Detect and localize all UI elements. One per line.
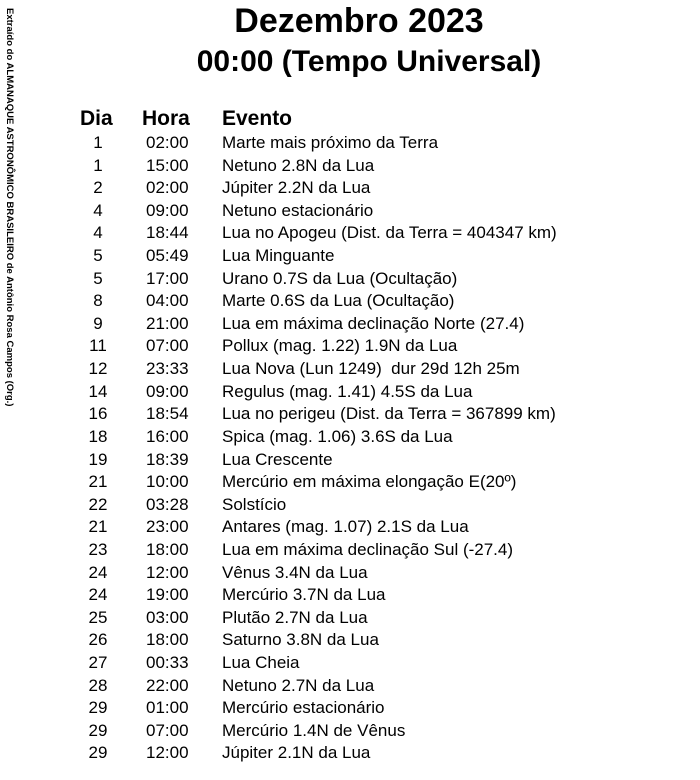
row-hour: 00:33 <box>146 653 189 673</box>
row-hour: 03:00 <box>146 607 189 627</box>
row-day: 18 <box>88 426 108 446</box>
row-event: Mercúrio 3.7N da Lua <box>222 585 386 605</box>
table-row <box>0 720 700 743</box>
table-row <box>0 562 700 585</box>
header-hour: Hora <box>142 107 190 130</box>
header-event: Evento <box>222 107 293 130</box>
row-event: Lua em máxima declinação Sul (-27.4) <box>222 539 514 559</box>
table-row <box>0 516 700 539</box>
table-row <box>0 358 700 381</box>
table-row <box>0 584 700 607</box>
table-row <box>0 200 700 223</box>
table-row <box>0 313 700 336</box>
row-day: 12 <box>88 359 108 379</box>
row-hour: 05:49 <box>146 246 189 266</box>
row-day: 9 <box>93 313 103 333</box>
table-row <box>0 268 700 291</box>
row-event: Júpiter 2.2N da Lua <box>222 178 371 198</box>
row-day: 4 <box>93 223 103 243</box>
row-hour: 07:00 <box>146 336 189 356</box>
row-day: 11 <box>89 336 107 356</box>
row-event: Marte mais próximo da Terra <box>222 133 439 152</box>
table-row <box>0 607 700 630</box>
table-row <box>0 155 700 178</box>
row-event: Mercúrio em máxima elongação E(20º) <box>222 472 517 492</box>
row-event: Vênus 3.4N da Lua <box>222 562 368 582</box>
row-event: Antares (mag. 1.07) 2.1S da Lua <box>222 517 469 537</box>
row-day: 23 <box>88 539 108 559</box>
row-day: 4 <box>93 200 103 220</box>
table-row <box>0 132 700 155</box>
page-subtitle: 00:00 (Tempo Universal) <box>196 45 542 78</box>
row-day: 21 <box>88 472 108 492</box>
row-hour: 15:00 <box>146 155 189 175</box>
row-hour: 18:00 <box>146 630 189 650</box>
table-row <box>0 652 700 675</box>
row-day: 29 <box>88 743 108 763</box>
row-event: Urano 0.7S da Lua (Ocultação) <box>222 268 458 288</box>
row-event: Solstício <box>222 494 287 514</box>
table-header <box>0 106 700 132</box>
row-event: Lua no perigeu (Dist. da Terra = 367899 km) <box>222 404 556 424</box>
row-hour: 09:00 <box>146 200 189 220</box>
row-event: Lua no Apogeu (Dist. da Terra = 404347 km) <box>222 223 557 243</box>
row-day: 8 <box>93 291 103 311</box>
table-row <box>0 449 700 472</box>
row-event: Lua Crescente <box>222 449 333 469</box>
row-event: Pollux (mag. 1.22) 1.9N da Lua <box>222 336 458 356</box>
row-hour: 02:00 <box>146 133 189 152</box>
row-hour: 23:33 <box>146 359 189 379</box>
row-event: Netuno 2.7N da Lua <box>222 675 375 695</box>
row-day: 1 <box>93 155 103 175</box>
table-row <box>0 290 700 313</box>
row-event: Marte 0.6S da Lua (Ocultação) <box>222 291 455 311</box>
table-row <box>0 471 700 494</box>
row-hour: 04:00 <box>146 291 189 311</box>
table-row <box>0 675 700 698</box>
row-hour: 23:00 <box>146 517 189 537</box>
row-hour: 16:00 <box>146 426 189 446</box>
row-hour: 19:00 <box>146 585 189 605</box>
row-event: Lua Minguante <box>222 246 335 266</box>
row-hour: 03:28 <box>146 494 189 514</box>
table-row <box>0 629 700 652</box>
header-day: Dia <box>80 107 113 130</box>
row-event: Saturno 3.8N da Lua <box>222 630 379 650</box>
row-event: Mercúrio 1.4N de Vênus <box>222 720 406 740</box>
table-row <box>0 381 700 404</box>
source-note-text: Extraído do ALMANAQUE ASTRONÔMICO BRASILEIRO de Antônio Rosa Campos (Org.) <box>4 8 15 407</box>
table-row <box>0 742 700 765</box>
row-hour: 09:00 <box>146 381 189 401</box>
events-table <box>0 132 700 765</box>
row-day: 5 <box>93 268 103 288</box>
row-hour: 02:00 <box>146 178 189 198</box>
row-hour: 10:00 <box>146 472 189 492</box>
row-hour: 01:00 <box>146 698 189 718</box>
row-day: 19 <box>88 449 108 469</box>
row-day: 29 <box>88 720 108 740</box>
table-row <box>0 539 700 562</box>
row-hour: 12:00 <box>146 743 189 763</box>
row-event: Regulus (mag. 1.41) 4.5S da Lua <box>222 381 473 401</box>
row-hour: 22:00 <box>146 675 189 695</box>
table-row <box>0 494 700 517</box>
table-row <box>0 177 700 200</box>
row-hour: 07:00 <box>146 720 189 740</box>
row-day: 24 <box>88 562 108 582</box>
row-day: 29 <box>88 698 108 718</box>
table-row <box>0 222 700 245</box>
row-day: 22 <box>88 494 108 514</box>
row-event: Spica (mag. 1.06) 3.6S da Lua <box>222 426 453 446</box>
table-row <box>0 403 700 426</box>
row-hour: 17:00 <box>146 268 189 288</box>
row-day: 14 <box>88 381 108 401</box>
row-event: Mercúrio estacionário <box>222 698 385 718</box>
page-title: Dezembro 2023 <box>234 2 484 40</box>
row-hour: 12:00 <box>146 562 189 582</box>
row-day: 24 <box>88 585 108 605</box>
row-event: Netuno estacionário <box>222 200 374 220</box>
row-event: Plutão 2.7N da Lua <box>222 607 368 627</box>
table-row <box>0 335 700 358</box>
row-day: 26 <box>88 630 108 650</box>
row-day: 21 <box>88 517 108 537</box>
row-day: 5 <box>93 246 103 266</box>
row-day: 16 <box>88 404 108 424</box>
table-row <box>0 426 700 449</box>
table-row <box>0 245 700 268</box>
row-day: 25 <box>88 607 108 627</box>
table-row <box>0 697 700 720</box>
row-day: 2 <box>93 178 103 198</box>
row-event: Netuno 2.8N da Lua <box>222 155 375 175</box>
row-hour: 18:44 <box>146 223 189 243</box>
row-event: Lua em máxima declinação Norte (27.4) <box>222 313 525 333</box>
row-day: 28 <box>88 675 108 695</box>
row-hour: 18:39 <box>146 449 189 469</box>
row-event: Júpiter 2.1N da Lua <box>222 743 371 763</box>
row-event: Lua Cheia <box>222 653 300 673</box>
row-day: 27 <box>88 653 108 673</box>
row-hour: 18:54 <box>146 404 189 424</box>
row-hour: 21:00 <box>146 313 189 333</box>
row-event: Lua Nova (Lun 1249) dur 29d 12h 25m <box>222 359 520 379</box>
row-hour: 18:00 <box>146 539 189 559</box>
row-day: 1 <box>93 133 103 152</box>
